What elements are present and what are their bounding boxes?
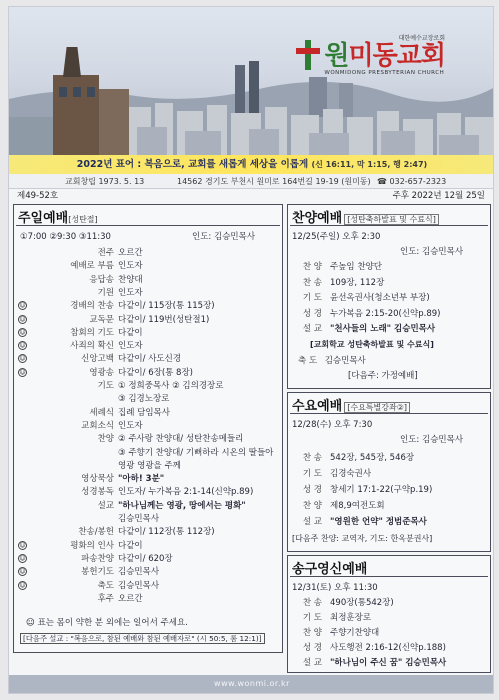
- wednesday-row: [298, 452, 415, 464]
- wednesday-row: [298, 484, 433, 496]
- christmas-next: [다음주: 가정예배]: [348, 371, 418, 381]
- row-label: 찬 송: [302, 598, 322, 608]
- wednesday-next: [다음주 찬양: 교역자, 기도: 한옥분권사]: [292, 534, 433, 543]
- row-value: 인도자: [118, 287, 143, 298]
- row-value: 인도자: [118, 341, 143, 352]
- row-label: 기도: [97, 381, 114, 391]
- row-label: 설 교: [302, 324, 322, 334]
- newyear-service-title: 송구영신예배: [292, 562, 368, 577]
- wednesday-row: [298, 500, 385, 512]
- christmas-program: [교회학교 성탄축하발표 및 수료식]: [310, 340, 434, 349]
- row-value: ① 정희중목사 ② 김의경장로: [118, 381, 224, 391]
- row-value: 영광 영광을 주께: [118, 460, 181, 471]
- sunday-leader: 인도: 김승민목사: [192, 232, 256, 242]
- bulletin-page: [8, 6, 494, 694]
- next-sermon: [다음주 설교 : "복음으로, 참된 예배와 참된 예배자로" (시 50:5, 롬 12:1)]: [20, 633, 265, 645]
- sunday-row: [26, 420, 143, 432]
- row-value: 찬양대: [118, 274, 143, 285]
- christmas-benediction: 축 도 김승민목사: [298, 356, 366, 366]
- row-value: 창세기 17:1-22(구약p.19): [330, 485, 433, 495]
- sunday-row: [19, 367, 193, 379]
- sunday-service-box: [13, 204, 283, 653]
- row-value: 109장, 112장: [330, 277, 385, 288]
- christmas-row: [298, 308, 441, 320]
- christmas-when: 12/25(주일) 오후 2:30: [292, 232, 381, 242]
- row-value: 인도자: [118, 420, 143, 431]
- row-label: 찬 양: [302, 628, 322, 638]
- row-value: 오르간: [118, 593, 143, 604]
- row-value: 다같이/ 6장(통 8장): [118, 367, 193, 378]
- row-label: 후주: [97, 593, 114, 604]
- sunday-row: [26, 433, 244, 445]
- row-value: 다같이/ 112장(통 112장): [118, 527, 215, 538]
- row-value: 다같이: [118, 540, 143, 551]
- row-label: 교독문: [89, 314, 114, 325]
- denomination-label: 대한예수교장로회: [398, 35, 445, 42]
- row-label: 기 도: [302, 613, 322, 623]
- row-value: 542장, 545장, 546장: [330, 453, 415, 463]
- row-label: 찬송/봉헌: [78, 527, 114, 538]
- yearly-motto: 2022년 표어 : 복음으로, 교회를 새롭게 세상을 이롭게 (신 16:11, 막 1:15, 행 2:47): [9, 155, 494, 174]
- standing-mark-icon: ☺: [19, 568, 26, 576]
- christmas-row: [298, 261, 382, 273]
- church-info-bar: [9, 174, 494, 189]
- row-label: 영상묵상: [81, 474, 114, 485]
- sunday-row: [19, 327, 143, 339]
- standing-mark-icon: ☺: [19, 541, 26, 549]
- wednesday-service-title: 수요예배 [수요특별강좌②]: [288, 393, 490, 413]
- sunday-row: [26, 380, 224, 392]
- row-label: 찬 양: [302, 501, 322, 511]
- row-value: 490장(통542장): [330, 598, 394, 608]
- row-value: 인도자/ 누가복음 2:1-14(신약p.89): [118, 487, 254, 498]
- row-label: 참회의 기도: [70, 327, 114, 338]
- row-value: "하나님이 주신 꿈" 김승민목사: [330, 658, 447, 668]
- sunday-row: [26, 260, 143, 272]
- website-footer[interactable]: www.wonmi.or.kr: [9, 675, 494, 693]
- wednesday-row: [298, 516, 427, 528]
- standing-mark-icon: ☺: [19, 368, 26, 376]
- row-label: 사죄의 확신: [70, 341, 114, 352]
- row-label: 성 경: [302, 643, 322, 653]
- row-label: 교회소식: [81, 420, 114, 431]
- row-value: 최정훈장로: [330, 613, 372, 623]
- issue-date: 주후 2022년 12월 25일: [392, 191, 485, 201]
- row-value: 김승민목사: [118, 514, 160, 524]
- row-value: 다같이/ 115장(통 115장): [118, 301, 215, 312]
- christmas-row: [298, 277, 385, 289]
- sunday-row: [19, 553, 173, 565]
- service-times: ①7:00 ②9:30 ③11:30: [20, 232, 111, 242]
- row-label: 찬 양: [302, 262, 322, 272]
- row-value: 김승민목사: [118, 567, 160, 578]
- sunday-row: [26, 513, 160, 525]
- standing-mark-icon: ☺: [19, 554, 26, 562]
- standing-mark-icon: ☺: [19, 355, 26, 363]
- row-label: 성 경: [302, 485, 322, 495]
- church-phone[interactable]: ☎ 032-657-2323: [377, 177, 447, 186]
- standing-mark-icon: ☺: [19, 302, 26, 310]
- row-value: 주향기찬양대: [330, 628, 380, 638]
- row-value: "천사들의 노래" 김승민목사: [330, 324, 436, 334]
- founded-date: 교회창립 1973. 5. 13: [65, 177, 145, 186]
- row-value: 사도행전 2:16-12(신약p.188): [330, 643, 446, 653]
- issue-row: [9, 189, 494, 203]
- row-value: ② 주사랑 찬양대/ 성탄찬송메들리: [118, 434, 244, 445]
- row-label: 성경봉독: [81, 487, 114, 498]
- row-value: 인도자: [118, 261, 143, 272]
- standing-mark-icon: ☺: [19, 328, 26, 336]
- standing-mark-icon: ☺: [19, 315, 26, 323]
- row-label: 찬양: [97, 434, 114, 445]
- row-value: "아하! 3분": [118, 474, 165, 485]
- row-label: 평화의 인사: [70, 540, 114, 551]
- newyear-row: [298, 642, 446, 654]
- row-label: 찬 송: [302, 453, 322, 463]
- sunday-row: [26, 500, 246, 512]
- row-label: 기 도: [302, 469, 322, 479]
- sunday-row: [19, 353, 182, 365]
- header-banner: [9, 7, 494, 155]
- newyear-row: [298, 627, 380, 639]
- sunday-row: [26, 447, 274, 459]
- church-name: 원미동교회: [324, 41, 445, 71]
- row-label: 예배로 부름: [70, 261, 114, 272]
- newyear-service-box: [287, 555, 491, 673]
- standing-mark-icon: ☺: [19, 342, 26, 350]
- christmas-leader: 인도: 김승민목사: [400, 247, 464, 257]
- cross-icon: [296, 40, 320, 70]
- row-label: 축도: [97, 580, 114, 591]
- sunday-row: [19, 314, 210, 326]
- row-label: 설 교: [302, 658, 322, 668]
- sunday-row: [19, 540, 143, 552]
- row-value: "영원한 언약" 정범준목사: [330, 517, 427, 527]
- row-value: 다같이: [118, 327, 143, 338]
- issue-number: 제49-52호: [17, 191, 59, 201]
- sunday-row: [26, 526, 215, 538]
- sunday-row: [19, 580, 160, 592]
- newyear-when: 12/31(토) 오후 11:30: [292, 583, 378, 593]
- christmas-service-box: [287, 204, 491, 389]
- row-value: 주높임 찬양단: [330, 262, 382, 272]
- sunday-row: [26, 393, 170, 405]
- row-label: 기원: [97, 287, 114, 298]
- row-value: 집례 담임목사: [118, 407, 170, 418]
- row-label: 파송찬양: [81, 553, 114, 564]
- row-value: 다같이/ 119번(성탄절1): [118, 314, 210, 325]
- row-value: 누가복음 2:15-20(신약p.89): [330, 308, 441, 319]
- row-value: 제8,9여전도회: [330, 501, 385, 511]
- sunday-row: [26, 486, 254, 498]
- wednesday-when: 12/28(수) 오후 7:30: [292, 420, 373, 430]
- newyear-row: [298, 597, 394, 609]
- wednesday-service-box: [287, 392, 491, 552]
- row-label: 설교: [97, 500, 114, 511]
- standing-note: ☺ 표는 몸이 약한 분 외에는 일어서 주세요.: [26, 618, 188, 628]
- wednesday-leader: 인도: 김승민목사: [400, 435, 464, 445]
- sunday-row: [19, 300, 215, 312]
- sunday-row: [26, 473, 165, 485]
- row-value: 김승민목사: [118, 580, 160, 591]
- standing-mark-icon: ☺: [19, 581, 26, 589]
- wednesday-row: [298, 468, 372, 480]
- row-label: 성 경: [302, 308, 322, 319]
- row-label: 봉헌기도: [81, 567, 114, 578]
- row-value: ③ 주향기 찬양대/ 기뻐하라 시온의 딸들아: [118, 447, 274, 458]
- church-english-name: WONMIDONG PRESBYTERIAN CHURCH: [324, 70, 445, 76]
- row-value: 다같이/ 620장: [118, 553, 173, 564]
- christmas-service-title: 찬양예배 [성탄축하발표 및 수료식]: [288, 205, 490, 225]
- newyear-row: [298, 657, 447, 669]
- church-logo[interactable]: [296, 33, 445, 76]
- christmas-row: [298, 292, 430, 304]
- row-value: 윤선옥권사(청소년부 부장): [330, 293, 430, 303]
- row-label: 신앙고백: [81, 354, 114, 365]
- sunday-row: [26, 274, 143, 286]
- row-label: 전주: [97, 248, 114, 258]
- row-value: 다같이/ 사도신경: [118, 354, 182, 365]
- row-label: 응답송: [89, 274, 114, 285]
- sunday-row: [26, 247, 143, 259]
- church-address: 14562 경기도 부천시 원미로 164번길 19-19 (원미동): [177, 177, 371, 186]
- sunday-row: [19, 566, 160, 578]
- row-value: 오르간: [118, 248, 143, 258]
- newyear-row: [298, 612, 372, 624]
- row-label: 영광송: [89, 367, 114, 378]
- row-label: 기 도: [302, 293, 322, 303]
- row-label: 설 교: [302, 517, 322, 527]
- row-label: 세례식: [89, 407, 114, 418]
- sunday-row: [19, 340, 143, 352]
- row-value: ③ 김경노장로: [118, 394, 170, 405]
- row-value: 김경숙권사: [330, 469, 372, 479]
- sunday-service-title: 주일예배[성탄절]: [18, 211, 98, 226]
- row-label: 찬 송: [302, 277, 322, 288]
- row-label: 경배의 찬송: [70, 301, 114, 312]
- row-value: "하나님께는 영광, 땅에서는 평화": [118, 500, 246, 511]
- sunday-row: [26, 407, 170, 419]
- sunday-row: [26, 593, 143, 605]
- sunday-row: [26, 460, 181, 472]
- sunday-row: [26, 287, 143, 299]
- christmas-row: [298, 323, 436, 335]
